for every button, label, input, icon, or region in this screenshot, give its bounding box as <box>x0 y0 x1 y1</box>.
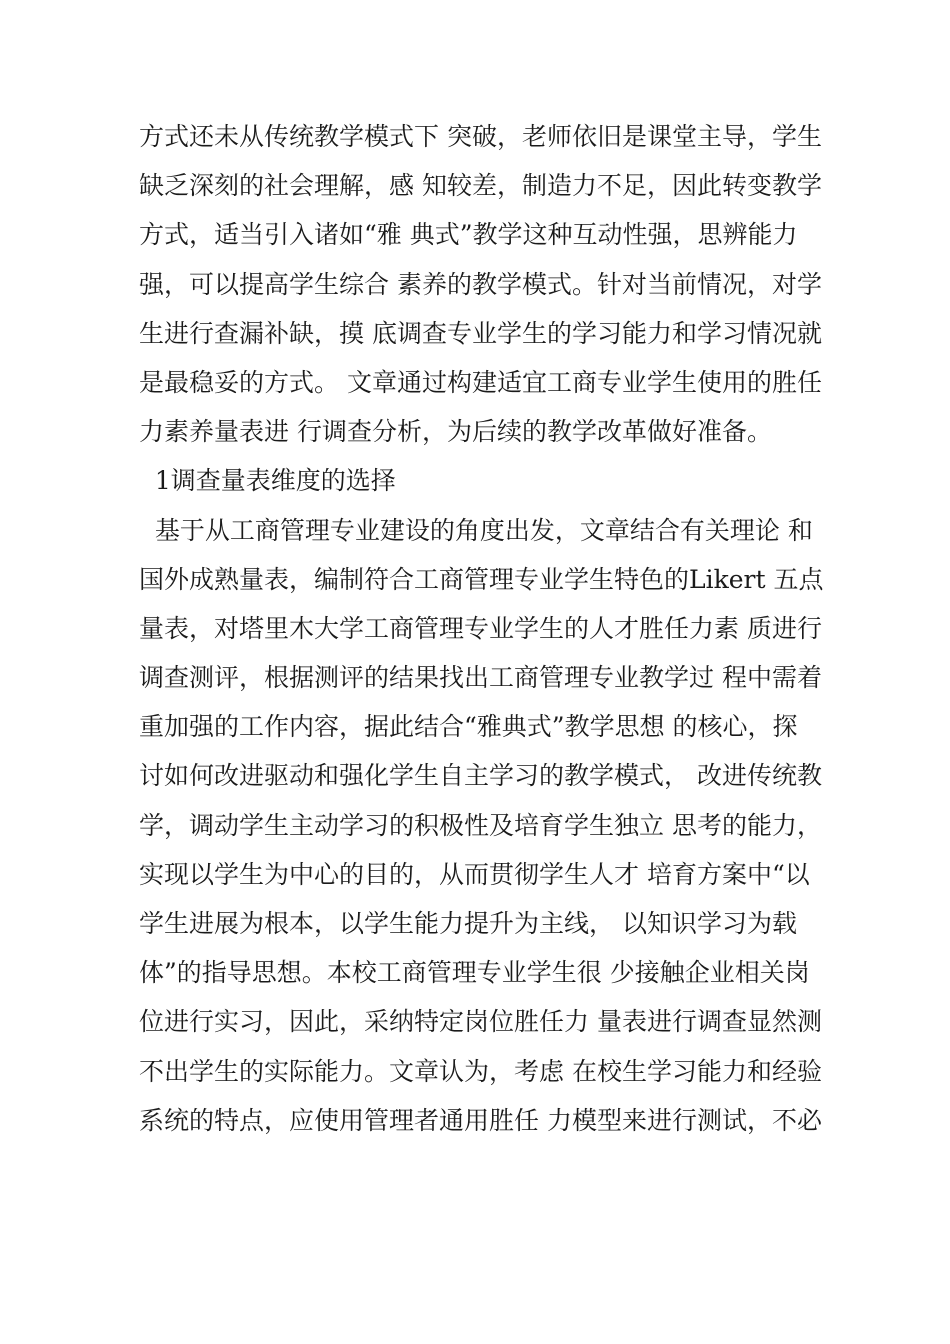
text-line: 方式，适当引入诸如“雅 典式”教学这种互动性强，思辨能力 <box>139 220 798 250</box>
text-line: 生进行查漏补缺，摸 底调查专业学生的学习能力和学习情况就 <box>139 318 822 348</box>
text-line: 是最稳妥的方式。 文章通过构建适宜工商专业学生使用的胜任 <box>139 367 822 397</box>
text-line: 系统的特点，应使用管理者通用胜任 力模型来进行测试，不必 <box>139 1105 822 1135</box>
section-heading: 1调查量表维度的选择 <box>139 466 396 496</box>
text-line: 实现以学生为中心的目的，从而贯彻学生人才 培育方案中“以 <box>139 859 810 889</box>
text-line: 量表，对塔里木大学工商管理专业学生的人才胜任力素 质进行 <box>139 613 822 643</box>
text-line: 调查测评，根据测评的结果找出工商管理专业教学过 程中需着 <box>139 663 822 693</box>
text-line: 强，可以提高学生综合 素养的教学模式。针对当前情况，对学 <box>139 269 822 299</box>
body-text <box>139 112 839 1145</box>
text-line: 力素养量表进 行调查分析，为后续的教学改革做好准备。 <box>139 417 772 447</box>
text-line: 重加强的工作内容，据此结合“雅典式”教学思想 的核心，探 <box>139 712 798 742</box>
text-line: 方式还未从传统教学模式下 突破，老师依旧是课堂主导，学生 <box>139 122 822 151</box>
text-line: 讨如何改进驱动和强化学生自主学习的教学模式， 改进传统教 <box>139 761 822 791</box>
text-line: 不出学生的实际能力。文章认为，考虑 在校生学习能力和经验 <box>139 1056 822 1086</box>
text-line: 缺乏深刻的社会理解，感 知较差，制造力不足，因此转变教学 <box>139 171 822 201</box>
text-line: 基于从工商管理专业建设的角度出发，文章结合有关理论 和 <box>139 515 813 545</box>
text-line: 体”的指导思想。本校工商管理专业学生很 少接触企业相关岗 <box>139 958 810 988</box>
text-line: 学生进展为根本，以学生能力提升为主线， 以知识学习为载 <box>139 909 797 938</box>
text-line: 位进行实习，因此，采纳特定岗位胜任力 量表进行调查显然测 <box>139 1007 822 1037</box>
text-line: 国外成熟量表，编制符合工商管理专业学生特色的Likert 五点 <box>139 564 824 594</box>
text-line: 学，调动学生主动学习的积极性及培育学生独立 思考的能力， <box>139 810 822 840</box>
